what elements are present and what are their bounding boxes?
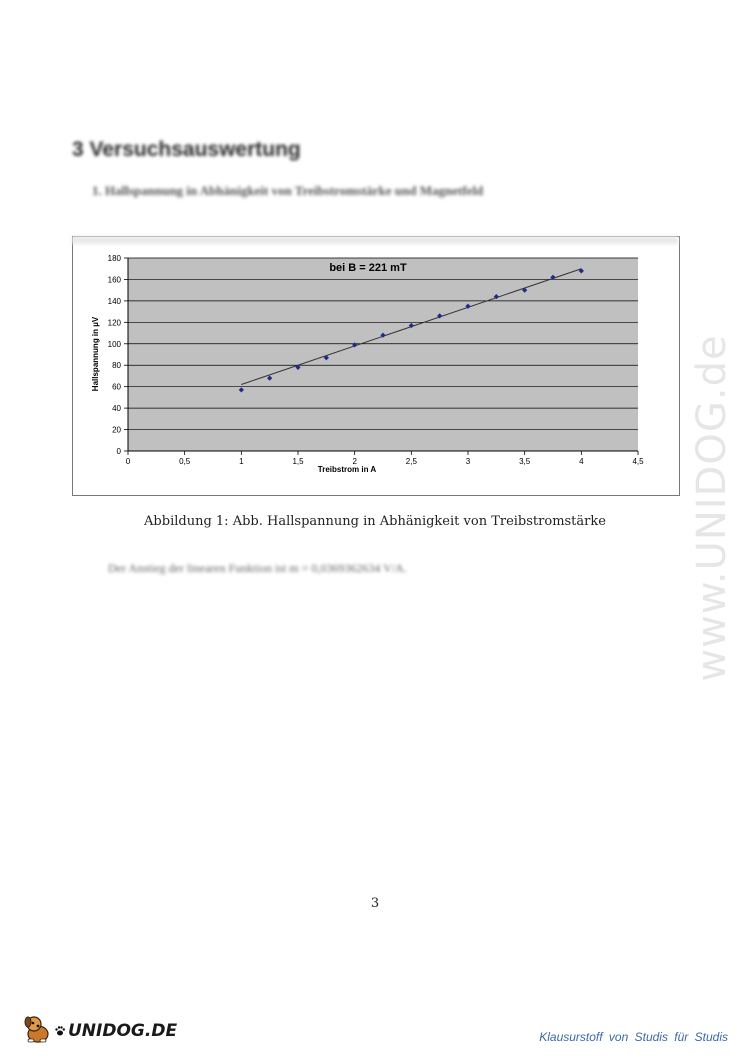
x-tick-label: 4: [579, 457, 584, 466]
hall-voltage-chart: [72, 236, 678, 494]
x-tick-label: 0,5: [179, 457, 191, 466]
y-axis-label: Hallspannung in µV: [91, 316, 100, 392]
y-tick-label: 40: [112, 404, 121, 414]
plot-area: [128, 258, 638, 451]
footer-logo[interactable]: [22, 1014, 177, 1048]
slope-sentence: Der Anstieg der linearen Funktion ist m = 0,0369362634 V/A.: [108, 561, 407, 575]
figure-caption: Abbildung 1: Abb. Hallspannung in Abhänigkeit von Treibstromstärke: [144, 514, 606, 529]
x-tick-label: 1: [239, 457, 244, 466]
y-tick-label: 140: [107, 296, 121, 306]
y-tick-label: 160: [107, 275, 121, 285]
x-tick-label: 3,5: [519, 457, 531, 466]
x-tick-label: 0: [125, 457, 131, 466]
x-tick-label: 1,5: [292, 457, 304, 466]
subheading: 1. Hallspannung in Abhänigkeit von Treibstromstärke und Magnetfeld: [92, 183, 484, 198]
y-tick-label: 80: [112, 361, 121, 371]
y-tick-label: 180: [107, 254, 121, 263]
x-tick-label: 3: [465, 457, 471, 466]
section-heading: 3 Versuchsauswertung: [72, 138, 301, 161]
x-tick-label: 2: [352, 457, 357, 466]
y-tick-label: 120: [107, 318, 121, 328]
page-number: 3: [370, 896, 380, 911]
y-tick-label: 0: [116, 447, 121, 456]
x-tick-labels: [126, 451, 644, 466]
y-tick-label: 100: [107, 339, 121, 349]
logo-text: UNIDOG.DE: [68, 1021, 178, 1041]
y-tick-label: 60: [112, 382, 121, 392]
watermark: www.UNIDOG.de: [689, 334, 735, 682]
x-tick-label: 4,5: [632, 457, 644, 466]
y-tick-label: 20: [112, 425, 121, 435]
dog-mascot-icon: [22, 1014, 54, 1048]
footer-tagline: Klausurstoff von Studis für Studis: [539, 1030, 728, 1044]
chart-title: bei B = 221 mT: [329, 262, 407, 274]
x-tick-label: 2,5: [405, 457, 417, 466]
x-axis-label: Treibstrom in A: [317, 465, 377, 474]
paw-print-icon: [54, 1022, 66, 1041]
y-tick-labels: [108, 254, 128, 456]
